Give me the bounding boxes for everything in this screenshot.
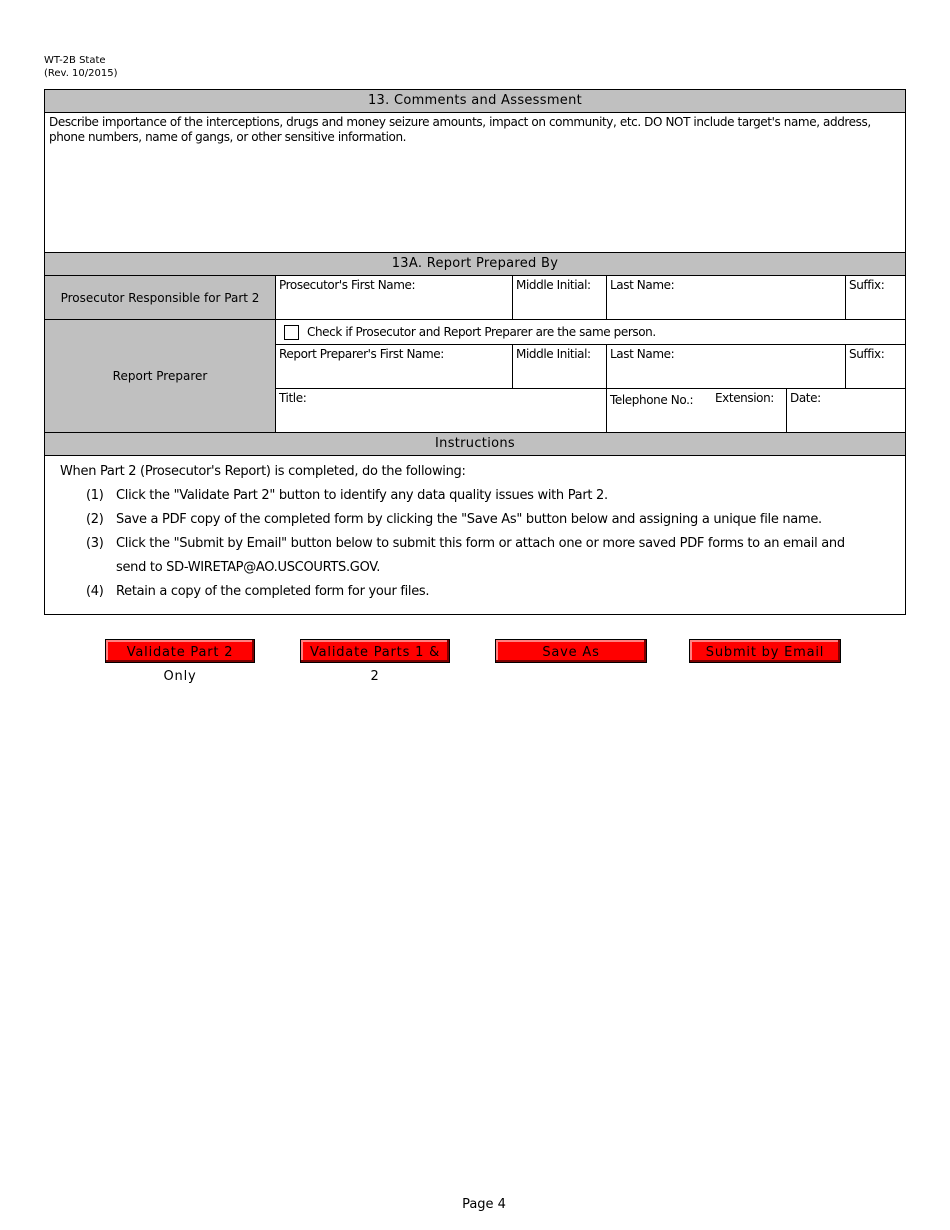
preparer-date-field[interactable] <box>787 389 905 432</box>
preparer-suffix-label: Suffix: <box>849 347 885 361</box>
prosecutor-suffix-field[interactable] <box>846 276 905 319</box>
prosecutor-last-name-label: Last Name: <box>610 278 675 292</box>
comments-field[interactable] <box>45 113 905 253</box>
preparer-middle-initial-label: Middle Initial: <box>516 347 591 361</box>
instruction-text: Save a PDF copy of the completed form by clicking the "Save As" button below and assigning a unique file name. <box>116 512 822 527</box>
instruction-text: Click the "Submit by Email" button below to submit this form or attach one or more saved PDF forms to an email and send to SD-WIRETAP@AO.USCOURTS.GOV. <box>116 536 845 575</box>
preparer-middle-initial-field[interactable] <box>513 345 607 388</box>
instructions-header: Instructions <box>45 433 905 456</box>
prosecutor-section <box>45 276 905 320</box>
prosecutor-first-name-field[interactable] <box>276 276 513 319</box>
instruction-item <box>60 580 905 604</box>
preparer-telephone-label: Telephone No.: <box>610 393 694 407</box>
same-person-label: Check if Prosecutor and Report Preparer are the same person. <box>307 325 656 339</box>
same-person-row <box>276 320 905 344</box>
instruction-text: Click the "Validate Part 2" button to identify any data quality issues with Part 2. <box>116 488 608 503</box>
action-buttons <box>0 639 950 684</box>
instruction-item <box>60 484 905 508</box>
submit-email-button[interactable]: Submit by Email <box>689 639 841 663</box>
report-prepared-header: 13A. Report Prepared By <box>45 253 905 276</box>
instruction-item <box>60 508 905 532</box>
prosecutor-suffix-label: Suffix: <box>849 278 885 292</box>
instruction-number: (2) <box>86 512 104 527</box>
preparer-suffix-field[interactable] <box>846 345 905 388</box>
prosecutor-last-name-field[interactable] <box>607 276 846 319</box>
validate-parts12-button[interactable]: Validate Parts 1 & 2 <box>300 639 450 663</box>
preparer-first-name-label: Report Preparer's First Name: <box>279 347 444 361</box>
comments-header: 13. Comments and Assessment <box>45 90 905 113</box>
preparer-last-name-label: Last Name: <box>610 347 675 361</box>
comments-instruction: Describe importance of the interceptions, drugs and money seizure amounts, impact on community, etc. DO NOT include target's name, address, phone numbers, name of gangs, or other sensitive information. <box>49 115 871 144</box>
instruction-number: (1) <box>86 488 104 503</box>
preparer-last-name-field[interactable] <box>607 345 846 388</box>
instructions-body <box>45 456 905 614</box>
instruction-text: Retain a copy of the completed form for your files. <box>116 584 430 599</box>
preparer-date-label: Date: <box>790 391 821 405</box>
form-code-line1: WT-2B State <box>44 55 106 66</box>
form-section <box>44 89 906 615</box>
instruction-item <box>60 532 905 580</box>
preparer-section <box>45 320 905 433</box>
preparer-telephone-field[interactable] <box>607 389 787 432</box>
preparer-title-field[interactable] <box>276 389 607 432</box>
preparer-extension-label: Extension: <box>715 391 774 405</box>
preparer-label: Report Preparer <box>45 320 276 432</box>
same-person-checkbox[interactable] <box>284 325 299 340</box>
validate-part2-button[interactable]: Validate Part 2 Only <box>105 639 255 663</box>
page-number: Page 4 <box>462 1197 506 1212</box>
form-code-line2: (Rev. 10/2015) <box>44 68 118 79</box>
form-code <box>44 54 118 80</box>
prosecutor-middle-initial-field[interactable] <box>513 276 607 319</box>
prosecutor-label: Prosecutor Responsible for Part 2 <box>45 276 276 319</box>
prosecutor-middle-initial-label: Middle Initial: <box>516 278 591 292</box>
prosecutor-first-name-label: Prosecutor's First Name: <box>279 278 416 292</box>
preparer-title-label: Title: <box>279 391 307 405</box>
instruction-number: (3) <box>86 536 104 551</box>
preparer-first-name-field[interactable] <box>276 345 513 388</box>
instruction-number: (4) <box>86 584 104 599</box>
instructions-intro: When Part 2 (Prosecutor's Report) is completed, do the following: <box>60 464 466 479</box>
save-as-button[interactable]: Save As <box>495 639 647 663</box>
